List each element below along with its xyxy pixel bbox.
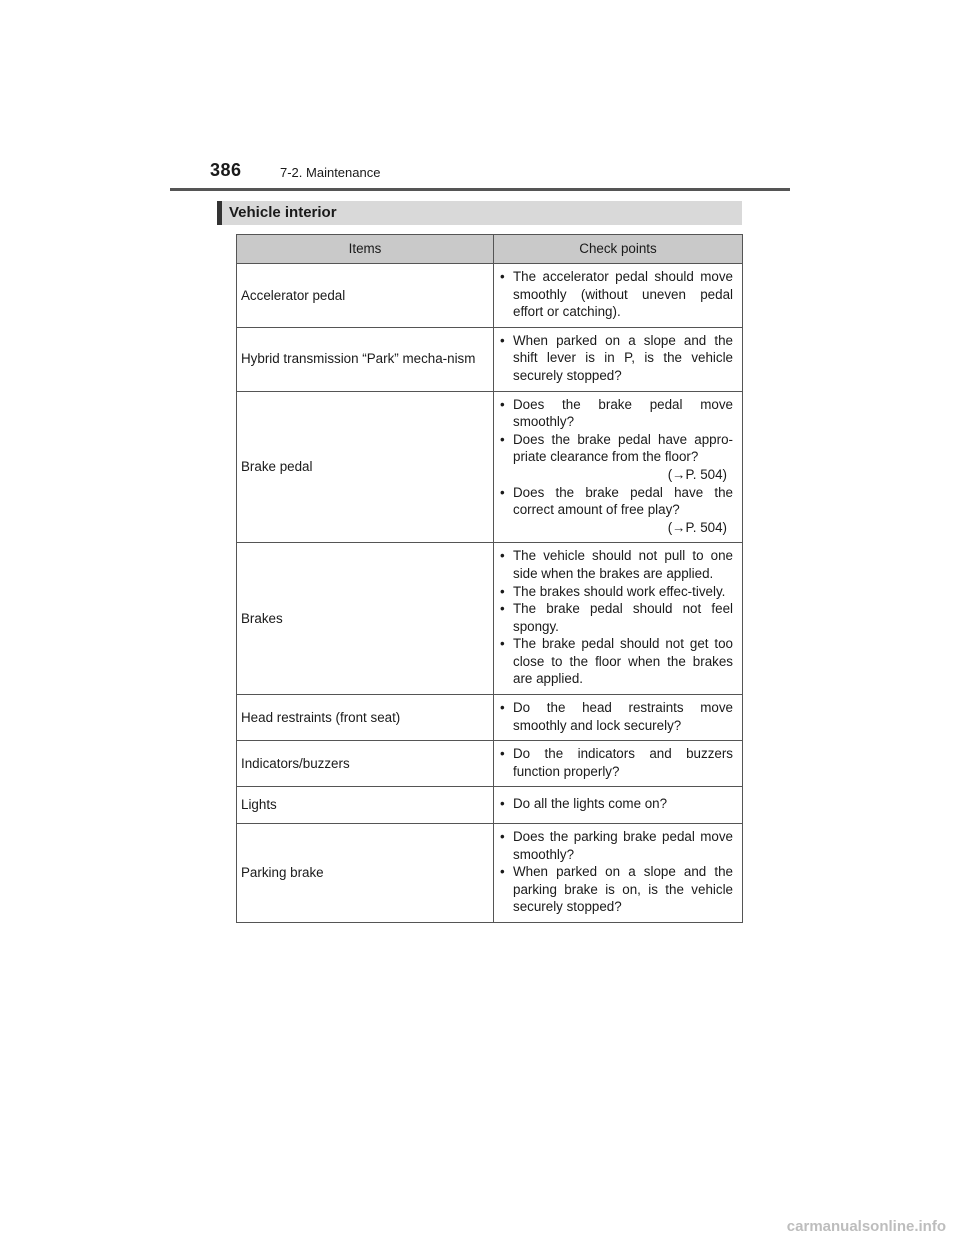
check-point-text: The brakes should work effec-tively. — [513, 583, 726, 599]
bullet-icon: • — [500, 583, 505, 599]
check-point-list — [500, 699, 733, 734]
check-point-text: Does the brake pedal have appro-priate clearance from the floor? — [513, 431, 733, 465]
check-point-text: Do the head restraints move smoothly and lock securely? — [513, 700, 733, 733]
table-row — [237, 741, 743, 787]
table-row — [237, 327, 743, 391]
check-points-cell — [494, 327, 743, 391]
table-header-row — [237, 235, 743, 264]
check-points-cell — [494, 787, 743, 824]
check-point-item — [500, 396, 733, 431]
header-rule — [170, 188, 790, 191]
bullet-icon: • — [500, 484, 505, 500]
check-points-cell — [494, 824, 743, 923]
bullet-icon: • — [500, 332, 505, 348]
check-point-text: Does the brake pedal have the correct amount of free play? — [513, 484, 733, 518]
check-point-list — [500, 547, 733, 688]
check-points-cell — [494, 695, 743, 741]
check-point-text: The brake pedal should not get too close to the floor when the brakes are applied. — [513, 636, 733, 687]
bullet-icon: • — [500, 700, 505, 716]
bullet-icon: • — [500, 396, 505, 412]
bullet-icon: • — [500, 636, 505, 652]
item-cell: Brakes — [237, 543, 494, 695]
item-cell: Parking brake — [237, 824, 494, 923]
check-point-item — [500, 484, 733, 537]
check-point-text: When parked on a slope and the parking brake is on, is the vehicle securely stopped? — [513, 864, 733, 915]
check-point-item — [500, 863, 733, 916]
check-point-text: Does the brake pedal move smoothly? — [513, 396, 733, 430]
column-header-check-points: Check points — [494, 235, 743, 264]
bullet-icon: • — [500, 746, 505, 762]
check-point-text: The brake pedal should not feel spongy. — [513, 601, 733, 634]
check-point-list — [500, 332, 733, 385]
check-point-item — [500, 268, 733, 321]
bullet-icon: • — [500, 829, 505, 845]
table-row — [237, 391, 743, 543]
check-point-item — [500, 431, 733, 484]
check-point-item — [500, 547, 733, 582]
bullet-icon: • — [500, 548, 505, 564]
check-points-cell — [494, 391, 743, 543]
section-heading — [217, 201, 742, 225]
check-point-item — [500, 583, 733, 601]
check-point-item — [500, 635, 733, 688]
section-title: Vehicle interior — [229, 204, 337, 221]
check-points-cell — [494, 543, 743, 695]
item-cell: Head restraints (front seat) — [237, 695, 494, 741]
item-cell: Hybrid transmission “Park” mecha-nism — [237, 327, 494, 391]
check-point-text: Do the indicators and buzzers function properly? — [513, 746, 733, 779]
table-body — [237, 264, 743, 923]
table-row — [237, 695, 743, 741]
bullet-icon: • — [500, 601, 505, 617]
chapter-title: 7-2. Maintenance — [280, 165, 381, 180]
page-reference[interactable]: (→P. 504) — [667, 466, 727, 482]
bullet-icon: • — [500, 431, 505, 447]
page-number: 386 — [210, 160, 242, 180]
item-cell: Lights — [237, 787, 494, 824]
check-point-list — [500, 828, 733, 916]
check-point-item — [500, 795, 733, 813]
check-points-cell — [494, 264, 743, 328]
check-point-list — [500, 745, 733, 780]
check-point-text: Do all the lights come on? — [513, 796, 668, 812]
bullet-icon: • — [500, 864, 505, 880]
item-cell: Indicators/buzzers — [237, 741, 494, 787]
table-row — [237, 824, 743, 923]
check-table — [236, 234, 743, 923]
watermark: carmanualsonline.info — [786, 1218, 946, 1235]
check-point-item — [500, 600, 733, 635]
item-cell: Accelerator pedal — [237, 264, 494, 328]
page-header — [210, 158, 790, 190]
page-reference[interactable]: (→P. 504) — [667, 519, 727, 535]
check-point-list — [500, 396, 733, 537]
check-point-item — [500, 745, 733, 780]
check-point-list — [500, 268, 733, 321]
check-point-item — [500, 828, 733, 863]
check-point-text: Does the parking brake pedal move smoothly? — [513, 829, 733, 862]
check-points-cell — [494, 741, 743, 787]
check-point-text: The accelerator pedal should move smoothly (without uneven pedal effort or catching). — [513, 269, 733, 320]
check-point-list — [500, 795, 733, 813]
check-point-text: When parked on a slope and the shift lever is in P, is the vehicle securely stopped? — [513, 332, 733, 383]
section-heading-bar — [217, 201, 222, 225]
check-point-item — [500, 699, 733, 734]
column-header-items: Items — [237, 235, 494, 264]
table-row — [237, 264, 743, 328]
bullet-icon: • — [500, 269, 505, 284]
item-cell: Brake pedal — [237, 391, 494, 543]
check-point-item — [500, 332, 733, 385]
check-point-text: The vehicle should not pull to one side when the brakes are applied. — [513, 548, 733, 581]
bullet-icon: • — [500, 796, 505, 812]
table-row — [237, 543, 743, 695]
table-row — [237, 787, 743, 824]
